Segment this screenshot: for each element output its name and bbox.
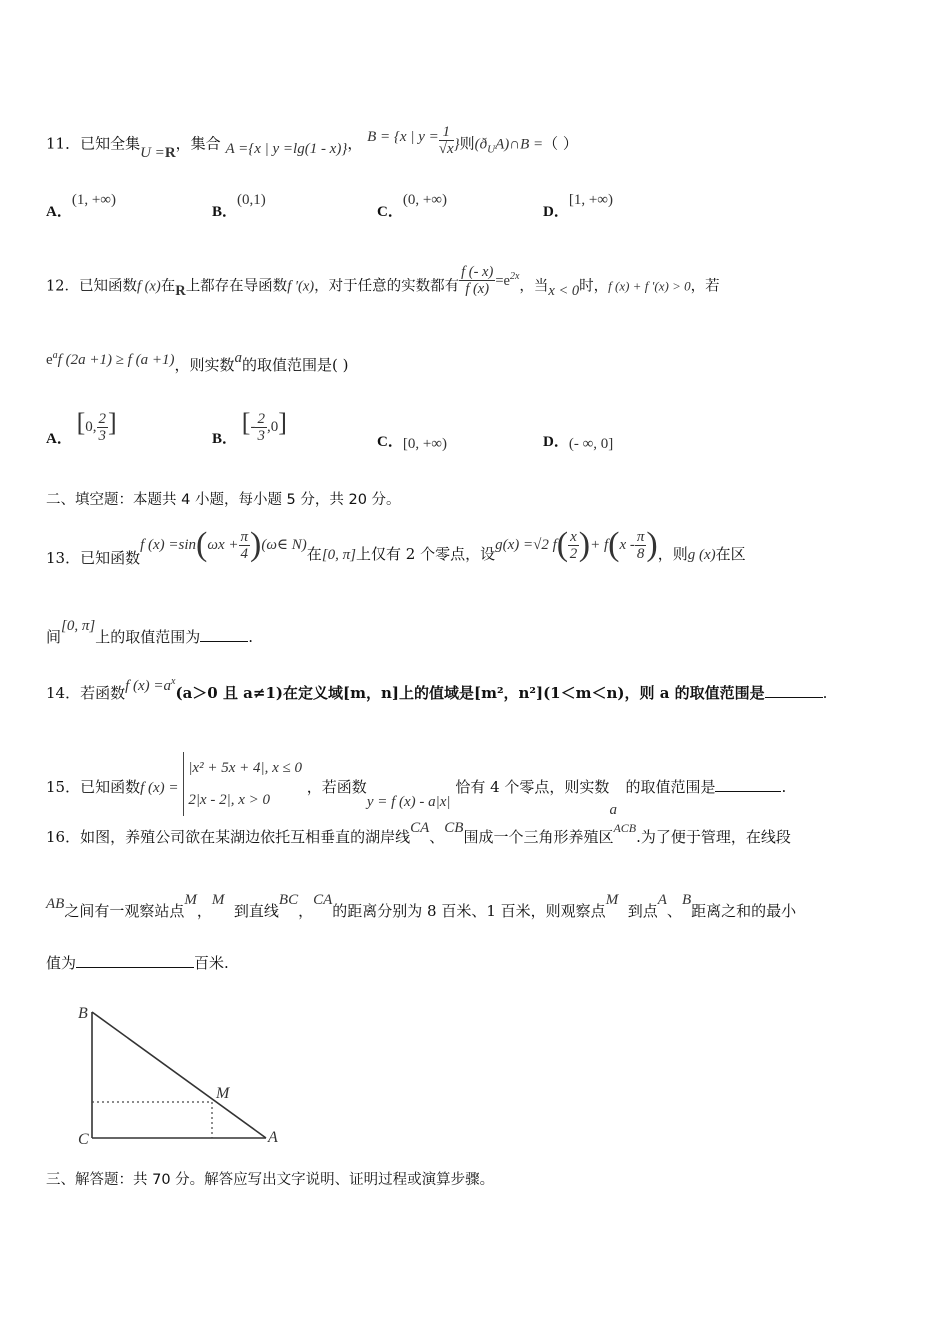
q14-answer-blank[interactable] <box>765 683 823 698</box>
label-c: C <box>78 1131 89 1148</box>
q12-stem: 12．已知函数f (x)在R上都存在导函数f ′(x)，对于任意的实数都有 $\frac{f (- x)}{f (x)}$ $=e^{2x}$，当x < 0时，f (x) + f ′(x) > 0，若 <box>46 264 720 299</box>
section-solution-heading: 三、解答题：共 70 分。解答应写出文字说明、证明过程或演算步骤。 <box>46 1172 495 1188</box>
segment-ab <box>92 1012 266 1138</box>
q12-option-d[interactable]: D．(- ∞, 0] <box>543 434 614 452</box>
q13-stem: 13．已知函数f (x) =sin(ωx + $\frac{\pi}{4}$ )(ω∈ N)在[0, π]上仅有 2 个零点，设g(x) =√2 f( $\frac{x}{2}$ )+ f(x - $\frac{\pi}{8}$ )，则g (x)在区 <box>46 526 746 567</box>
q15-stem: 15．已知函数f (x) = |x² + 5x + 4|, x ≤ 0 2|x - 2|, x > 0 ，若函数y = f (x) - a|x| 恰有 4 个零点，则实数a的取值范围是 . <box>46 756 786 820</box>
q16-answer-blank[interactable] <box>76 953 194 968</box>
q12-stem-line2: $e^af$ (2a +1) ≥ f (a +1)，则实数a的取值范围是( ) <box>46 350 349 374</box>
q13-stem-line2: 间[0, π]上的取值范围为 . <box>46 618 254 646</box>
q11-option-b[interactable]: B．(0,1) <box>212 192 266 220</box>
q15-answer-blank[interactable] <box>715 777 781 792</box>
q16-stem-line2: AB之间有一观察站点M，M 到直线BC，CA的距离分别为 8 百米、1 百米，则观察点M 到点A、B距离之和的最小 <box>46 892 797 920</box>
label-a: A <box>268 1129 278 1146</box>
q11-option-a[interactable]: A．(1, +∞) <box>46 192 116 220</box>
q11-option-c[interactable]: C．(0, +∞) <box>377 192 447 220</box>
q12-option-b[interactable]: B． [- $\frac{2}{3}$ ,0] <box>212 408 287 447</box>
label-b: B <box>78 1005 88 1022</box>
q16-stem-line3: 值为 百米. <box>46 954 229 972</box>
q11-option-d[interactable]: D．[1, +∞) <box>543 192 613 220</box>
triangle-figure <box>70 996 290 1152</box>
q12-option-c[interactable]: C．[0, +∞) <box>377 434 447 452</box>
q13-answer-blank[interactable] <box>200 627 248 642</box>
q12-option-a[interactable]: A． [0, $\frac{2}{3}$ ] <box>46 408 117 447</box>
label-m: M <box>216 1085 230 1102</box>
section-fill-in-heading: 二、填空题：本题共 4 小题，每小题 5 分，共 20 分。 <box>46 492 401 508</box>
q14-stem: 14．若函数f $(x) =a^x(a>0$ 且 a≠1)在定义域[m，n]上的值域是[m²，n²](1＜m＜n)，则 a 的取值范围是 . <box>46 676 828 702</box>
q11-stem: 11．已知全集U =R，集合 A ={x | y =lg(1 - x)}， B = {x | y = $\frac{1}{√x}$ }则$(ð_UA)\cap B$ =（ ） <box>46 124 578 161</box>
q16-stem: 16．如图，养殖公司欲在某湖边依托互相垂直的湖岸线CA、CB围成一个三角形养殖区$^{ACB}$.为了便于管理，在线段 <box>46 820 791 846</box>
